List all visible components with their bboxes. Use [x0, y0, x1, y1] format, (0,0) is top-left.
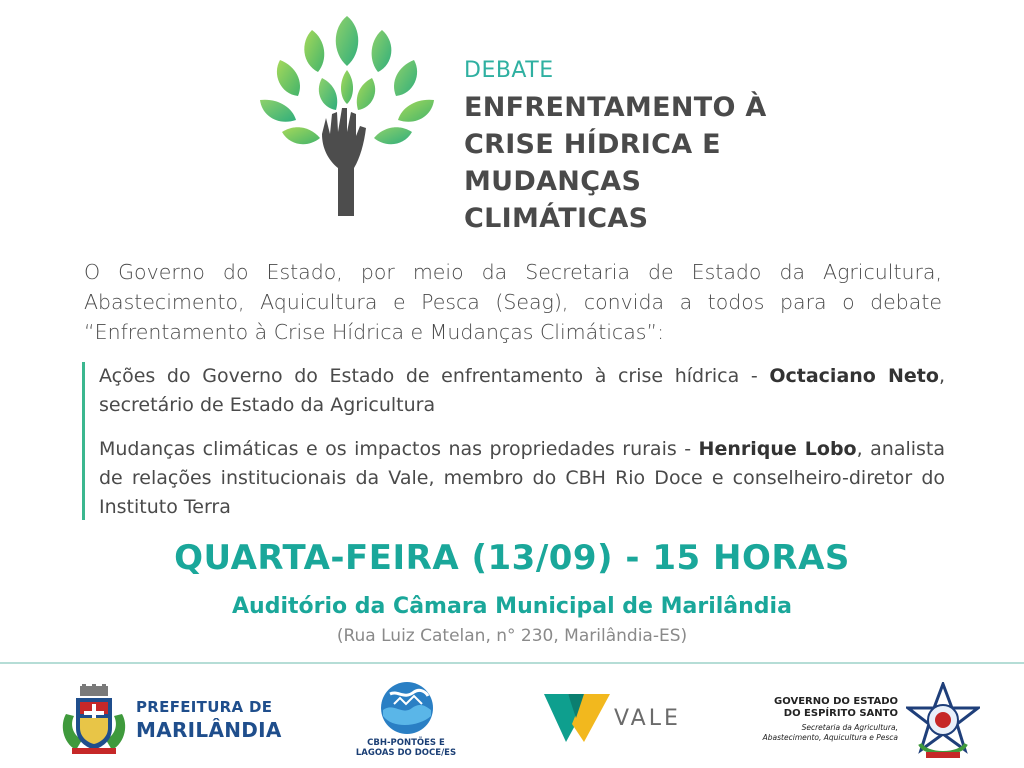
- intro-paragraph: O Governo do Estado, por meio da Secretaria de Estado da Agricultura, Abastecimento, Aquicultura e Pesca (Seag), convida a todos para o debate “Enfrentamento à Crise Hídrica e Mudanças Climáticas”:: [84, 260, 942, 344]
- cbh-name: CBH-PONTÕES E LAGOAS DO DOCE/ES: [355, 738, 457, 758]
- water-drop-icon: [380, 680, 434, 736]
- speaker-role: , analista de relações institucionais da Vale, membro do CBH Rio Doce e conselheiro-diretor do Instituto Terra: [99, 438, 946, 518]
- title-block: [464, 58, 824, 237]
- speaker-name: Octaciano Neto: [769, 365, 939, 387]
- state-seal-icon: [906, 682, 980, 760]
- prefeitura-logo: [58, 684, 282, 754]
- governo-name: GOVERNO DO ESTADO DO ESPÍRITO SANTO Secretaria da Agricultura, Abastecimento, Aquicultura e Pesca: [762, 696, 898, 742]
- cbh-logo: [356, 680, 456, 760]
- speaker-item: [99, 435, 945, 522]
- coat-of-arms-icon: [58, 684, 130, 756]
- speaker-name: Henrique Lobo: [698, 438, 857, 460]
- speaker-item: [99, 362, 945, 420]
- title-line-2: CRISE HÍDRICA E: [464, 129, 721, 160]
- title-line-1: ENFRENTAMENTO À: [464, 92, 767, 123]
- event-address: (Rua Luiz Catelan, n° 230, Marilândia-ES): [336, 626, 688, 646]
- title-line-3: MUDANÇAS CLIMÁTICAS: [464, 166, 649, 234]
- event-type-label: DEBATE: [464, 58, 554, 83]
- speaker-topic: Mudanças climáticas e os impactos nas propriedades rurais -: [99, 438, 699, 460]
- event-venue: Auditório da Câmara Municipal de Marilândia: [232, 594, 792, 619]
- footer-divider: [0, 662, 1024, 664]
- governo-es-logo: [760, 682, 980, 762]
- vale-logo: [544, 690, 694, 746]
- vale-v-icon: [544, 690, 610, 746]
- speaker-role: , secretário de Estado da Agricultura: [99, 365, 945, 416]
- tree-hand-icon: [252, 8, 442, 216]
- speakers-list: [82, 362, 945, 520]
- vale-name: VALE: [614, 706, 681, 731]
- event-date: QUARTA-FEIRA (13/09) - 15 HORAS: [174, 538, 850, 578]
- prefeitura-name: PREFEITURA DE MARILÂNDIA: [136, 698, 282, 742]
- speaker-topic: Ações do Governo do Estado de enfrentamento à crise hídrica -: [99, 365, 770, 387]
